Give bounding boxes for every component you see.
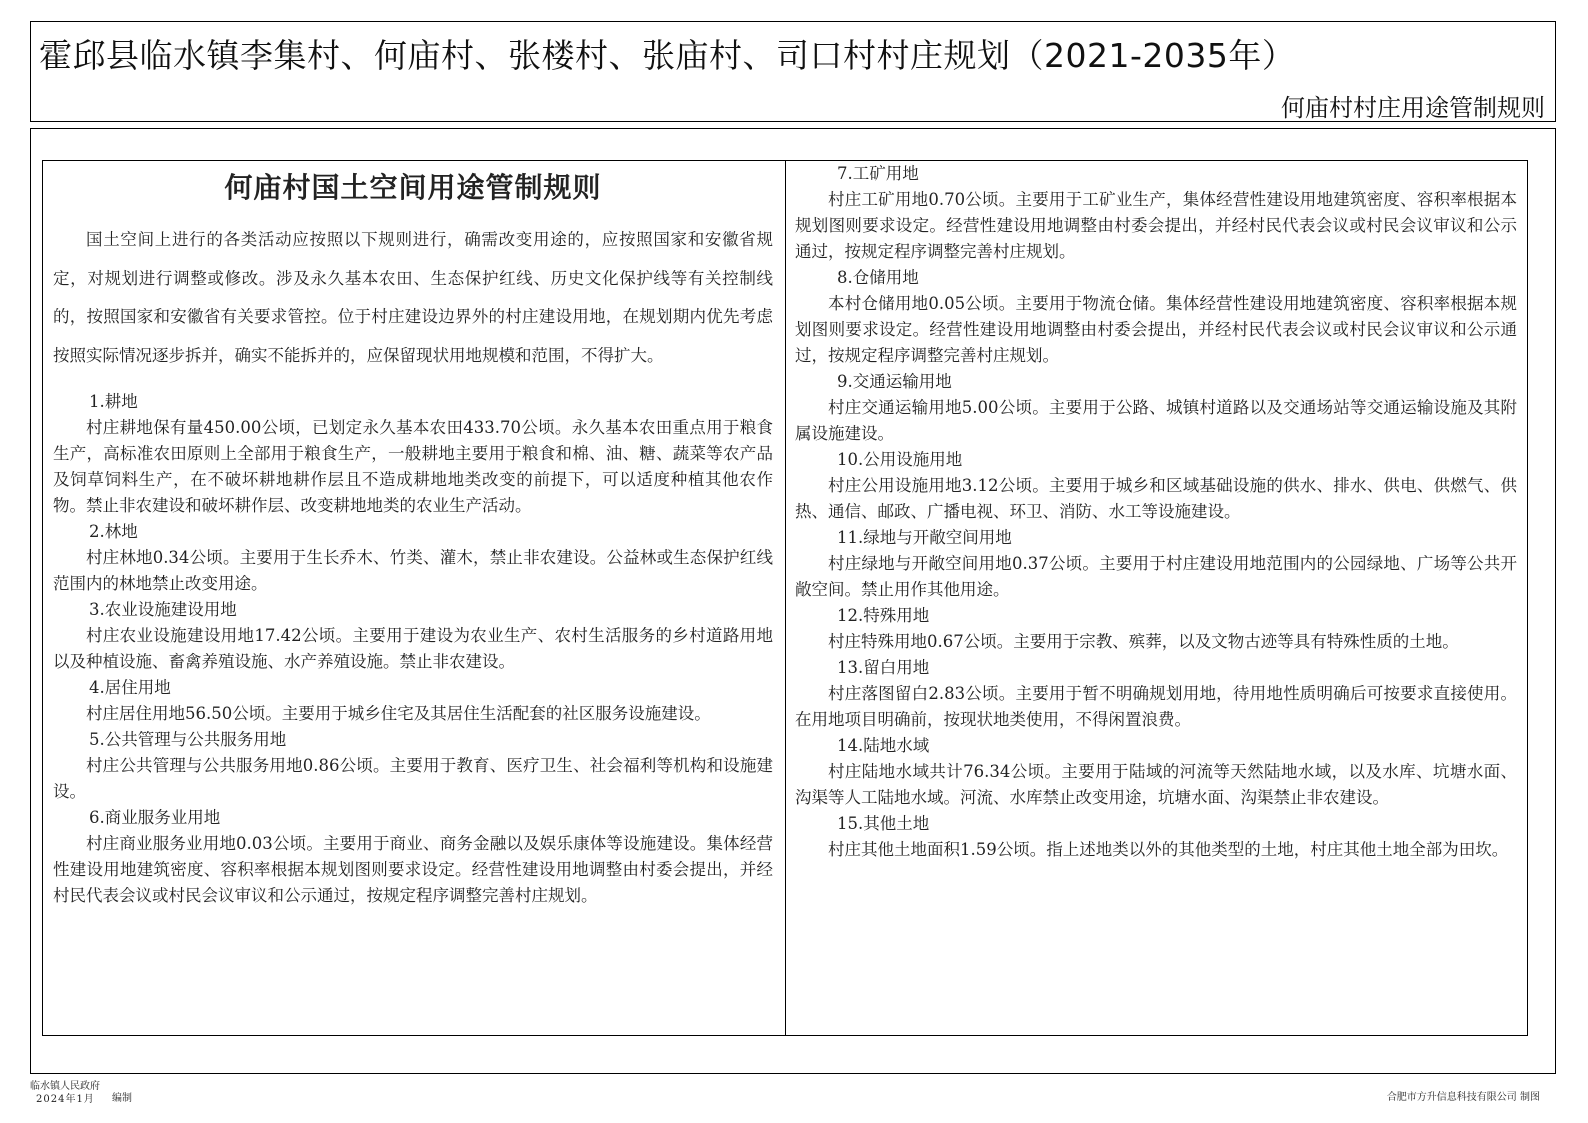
section-body: 村庄公共管理与公共服务用地0.86公顷。主要用于教育、医疗卫生、社会福利等机构和设施建设。 [53,756,773,801]
section-title: 4.居住用地 [89,678,171,697]
section-title: 3.农业设施建设用地 [89,600,237,619]
page-subtitle: 何庙村村庄用途管制规则 [1281,94,1545,122]
footer-org-block [30,1080,100,1106]
column-divider [785,161,786,1035]
section-body: 村庄交通运输用地5.00公顷。主要用于公路、城镇村道路以及交通场站等交通运输设施及其附属设施建设。 [795,398,1517,443]
section-body: 村庄工矿用地0.70公顷。主要用于工矿业生产，集体经营性建设用地建筑密度、容积率根据本规划图则要求设定。经营性建设用地调整由村委会提出，并经村民代表会议或村民会议审议和公示通过，按规定程序调整完善村庄规划。 [795,190,1517,261]
section-body: 村庄商业服务业用地0.03公顷。主要用于商业、商务金融以及娱乐康体等设施建设。集体经营性建设用地建筑密度、容积率根据本规划图则要求设定。经营性建设用地调整由村委会提出，并经村民代表会议或村民会议审议和公示通过，按规定程序调整完善村庄规划。 [53,834,773,905]
section-body: 村庄陆地水域共计76.34公顷。主要用于陆域的河流等天然陆地水域，以及水库、坑塘水面、沟渠等人工陆地水域。河流、水库禁止改变用途，坑塘水面、沟渠禁止非农建设。 [795,762,1517,807]
title-block [30,21,1556,122]
section-body: 村庄林地0.34公顷。主要用于生长乔木、竹类、灌木，禁止非农建设。公益林或生态保护红线范围内的林地禁止改变用途。 [53,548,773,593]
section-title: 7.工矿用地 [837,164,919,183]
section-body: 本村仓储用地0.05公顷。主要用于物流仓储。集体经营性建设用地建筑密度、容积率根据本规划图则要求设定。经营性建设用地调整由村委会提出，并经村民代表会议或村民会议审议和公示通过，按规定程序调整完善村庄规划。 [795,294,1517,365]
left-column [43,161,785,909]
intro-paragraph: 国土空间上进行的各类活动应按照以下规则进行，确需改变用途的，应按照国家和安徽省规定，对规划进行调整或修改。涉及永久基本农田、生态保护红线、历史文化保护线等有关控制线的，按照国家和安徽省有关要求管控。位于村庄建设边界外的村庄建设用地，在规划期内优先考虑按照实际情况逐步拆并，确实不能拆并的，应保留现状用地规模和范围，不得扩大。 [53,230,773,365]
section-title: 8.仓储用地 [837,268,919,287]
section-title: 13.留白用地 [837,658,930,677]
section-title: 5.公共管理与公共服务用地 [89,730,287,749]
document-panel [42,160,1528,1036]
footer-made: 编制 [112,1093,132,1104]
footer-date: 2024年1月 [36,1094,95,1105]
section-body: 村庄其他土地面积1.59公顷。指上述地类以外的其他类型的土地，村庄其他土地全部为田坎。 [828,840,1509,859]
section-body: 村庄耕地保有量450.00公顷，已划定永久基本农田433.70公顷。永久基本农田重点用于粮食生产，高标准农田原则上全部用于粮食生产，一般耕地主要用于粮食和棉、油、糖、蔬菜等农产品及饲草饲料生产，在不破坏耕地耕作层且不造成耕地地类改变的前提下，可以适度种植其他农作物。禁止非农建设和破坏耕作层、改变耕地地类的农业生产活动。 [53,418,773,515]
section-title: 9.交通运输用地 [837,372,952,391]
footer-org: 临水镇人民政府 [30,1081,100,1092]
section-body: 村庄绿地与开敞空间用地0.37公顷。主要用于村庄建设用地范围内的公园绿地、广场等公共开敞空间。禁止用作其他用途。 [795,554,1517,599]
section-title: 11.绿地与开敞空间用地 [837,528,1012,547]
footer-maker: 合肥市方升信息科技有限公司 制图 [1386,1092,1540,1103]
section-body: 村庄特殊用地0.67公顷。主要用于宗教、殡葬，以及文物古迹等具有特殊性质的土地。 [828,632,1459,651]
section-body: 村庄公用设施用地3.12公顷。主要用于城乡和区域基础设施的供水、排水、供电、供燃气、供热、通信、邮政、广播电视、环卫、消防、水工等设施建设。 [795,476,1517,521]
section-title: 6.商业服务业用地 [89,808,221,827]
section-title: 14.陆地水域 [837,736,930,755]
right-column [787,161,1527,863]
section-title: 12.特殊用地 [837,606,930,625]
section-body: 村庄落图留白2.83公顷。主要用于暂不明确规划用地，待用地性质明确后可按要求直接使用。在用地项目明确前，按现状地类使用，不得闲置浪费。 [795,684,1517,729]
section-body: 村庄农业设施建设用地17.42公顷。主要用于建设为农业生产、农村生活服务的乡村道路用地以及种植设施、畜禽养殖设施、水产养殖设施。禁止非农建设。 [53,626,773,671]
section-body: 村庄居住用地56.50公顷。主要用于城乡住宅及其居住生活配套的社区服务设施建设。 [86,704,711,723]
section-title: 1.耕地 [89,392,138,411]
section-title: 2.林地 [89,522,138,541]
section-title: 15.其他土地 [837,814,930,833]
page-title: 霍邱县临水镇李集村、何庙村、张楼村、张庙村、司口村村庄规划（2021-2035年） [39,36,1296,75]
section-title: 10.公用设施用地 [837,450,963,469]
document-heading: 何庙村国土空间用途管制规则 [224,171,602,204]
